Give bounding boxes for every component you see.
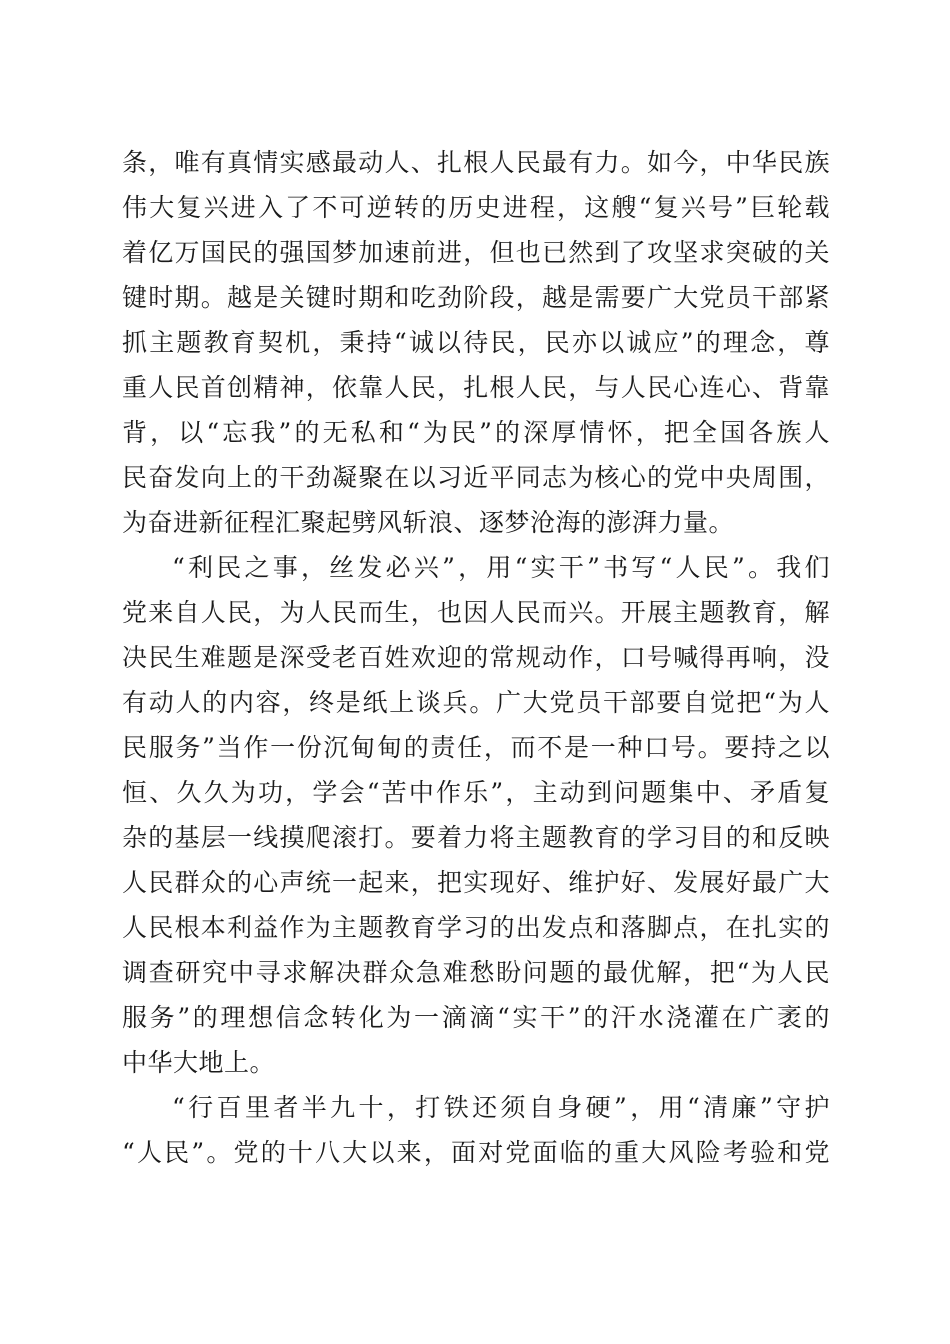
text-line: 键时期。越是关键时期和吃劲阶段，越是需要广大党员干部紧 [122,283,830,312]
text-line: 背，以“忘我”的无私和“为民”的深厚情怀，把全国各族人 [122,418,830,447]
body-text [122,140,830,1175]
text-line: 人民根本利益作为主题教育学习的出发点和落脚点，在扎实的 [122,913,830,942]
text-line: 抓主题教育契机，秉持“诚以待民，民亦以诚应”的理念，尊 [122,328,830,357]
text-line: 着亿万国民的强国梦加速前进，但也已然到了攻坚求突破的关 [122,238,830,267]
text-line: 民奋发向上的干劲凝聚在以习近平同志为核心的党中央周围， [122,463,830,492]
text-line: “利民之事，丝发必兴”，用“实干”书写“人民”。我们 [172,553,830,582]
text-line: 恒、久久为功，学会“苦中作乐”，主动到问题集中、矛盾复 [122,778,830,807]
text-line: 民服务”当作一份沉甸甸的责任，而不是一种口号。要持之以 [122,733,830,762]
text-line: 党来自人民，为人民而生，也因人民而兴。开展主题教育，解 [122,598,830,627]
text-line: “行百里者半九十，打铁还须自身硬”，用“清廉”守护 [172,1093,830,1122]
text-line: “人民”。党的十八大以来，面对党面临的重大风险考验和党 [122,1138,830,1167]
text-line: 决民生难题是深受老百姓欢迎的常规动作，口号喊得再响，没 [122,643,830,672]
text-line: 为奋进新征程汇聚起劈风斩浪、逐梦沧海的澎湃力量。 [122,508,735,537]
text-line: 人民群众的心声统一起来，把实现好、维护好、发展好最广大 [122,868,830,897]
text-line: 重人民首创精神，依靠人民，扎根人民，与人民心连心、背靠 [122,373,830,402]
text-line: 服务”的理想信念转化为一滴滴“实干”的汗水浇灌在广袤的 [122,1003,830,1032]
text-line: 调查研究中寻求解决群众急难愁盼问题的最优解，把“为人民 [122,958,830,987]
text-line: 中华大地上。 [122,1048,276,1077]
text-line: 有动人的内容，终是纸上谈兵。广大党员干部要自觉把“为人 [122,688,830,717]
text-line: 伟大复兴进入了不可逆转的历史进程，这艘“复兴号”巨轮载 [122,193,830,222]
text-line: 杂的基层一线摸爬滚打。要着力将主题教育的学习目的和反映 [122,823,830,852]
text-line: 条，唯有真情实感最动人、扎根人民最有力。如今，中华民族 [122,148,830,177]
